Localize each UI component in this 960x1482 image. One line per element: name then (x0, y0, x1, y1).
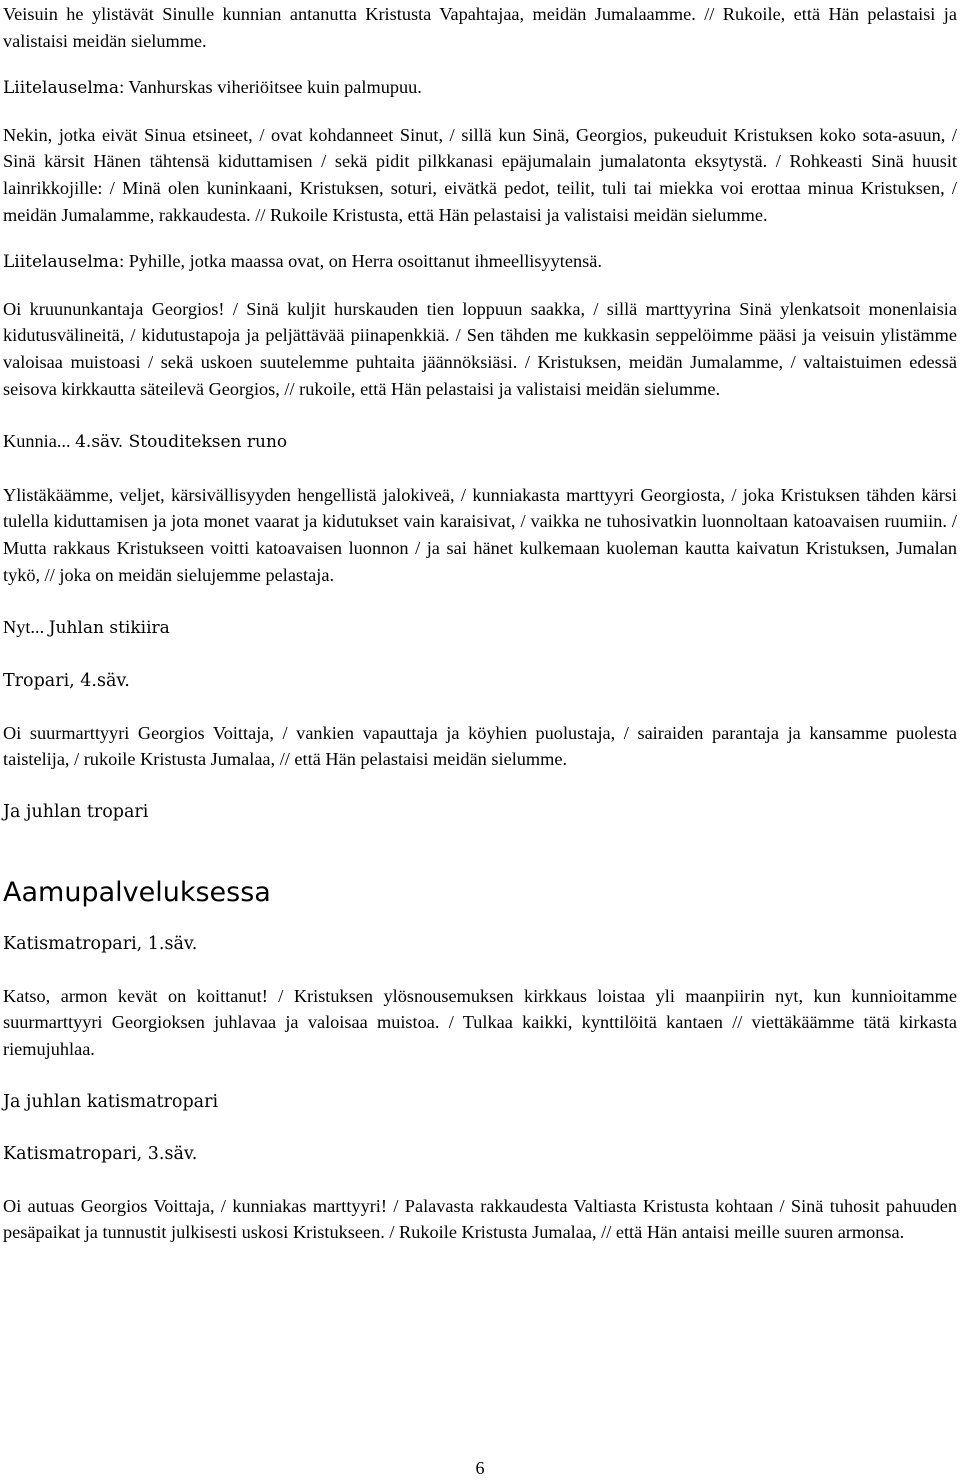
paragraph-6: Katso, armon kevät on koittanut! / Kristuksen ylösnousemuksen kirkkaus loistaa yli maanpiirin nyt, kun kunnioitamme suurmarttyyri Georgioksen juhlavaa ja valoisaa muistoa. / Tulkaa kaikki, kynttilöitä kantaen // viettäkäämme tätä kirkasta riemujuhlaa. (3, 985, 957, 1060)
kunnia-line (3, 428, 957, 456)
kunnia-title: Stouditeksen runo (128, 432, 288, 453)
heading-tropari: Tropari, 4.säv. (3, 670, 130, 691)
heading-katismatropari-1: Katismatropari, 1.säv. (3, 933, 198, 954)
heading-juhlan-katismatropari: Ja juhlan katismatropari (3, 1091, 219, 1112)
document-page (3, 0, 957, 1246)
nyt-title: Juhlan stikiira (48, 618, 170, 639)
heading-juhlan-tropari: Ja juhlan tropari (3, 801, 149, 822)
refrain-1 (3, 74, 957, 102)
paragraph-3: Oi kruununkantaja Georgios! / Sinä kuljit hurskauden tien loppuun saakka, / sillä marttyyrina Sinä ylenkatsoit monenlaisia kidutusvälineitä, / kidutustapoja ja peljättävää piinapenkkiä. / Sen tähden me kukkasin seppelöimme pääsi ja veisuin ylistämme valoisaa muistoasi / sekä uskoen suutelemme puhtaita jäännöksiäsi. / Kristuksen, meidän Jumalamme, / valtaistuimen edessä seisova kirkkautta säteilevä Georgios, // rukoile, että Hän pelastaisi ja valistaisi meidän sielumme. (3, 298, 957, 399)
refrain-label: Liitelauselma (3, 252, 120, 273)
paragraph-2: Nekin, jotka eivät Sinua etsineet, / ovat kohdanneet Sinut, / sillä kun Sinä, Georgios, pukeuduit Kristuksen koko sota-asuun, / Sinä kärsit Hänen tähtensä kiduttamisen / sekä pidit pilkkanasi epäjumalain jumalatonta eksytystä. / Rohkeasti Sinä huusit lainrikkojille: / Minä olen kuninkaani, Kristuksen, soturi, eivätkä pedot, teilit, tuli tai miekka voi erottaa minua Kristuksen, / meidän Jumalamme, rakkaudesta. // Rukoile Kristusta, että Hän pelastaisi ja valistaisi meidän sielumme. (3, 124, 957, 225)
refrain-2 (3, 248, 957, 276)
refrain-text: : Pyhille, jotka maassa ovat, on Herra osoittanut ihmeellisyytensä. (119, 251, 602, 272)
paragraph-7: Oi autuas Georgios Voittaja, / kunniakas marttyyri! / Palavasta rakkaudesta Valtiasta Kristusta kohtaan / Sinä tuhosit pahuuden pesäpaikat ja tunnustit julkisesti uskosi Kristukseen. / Rukoile Kristusta Jumalaa, // että Hän antaisi meille suuren armonsa. (3, 1195, 957, 1243)
kunnia-prefix: Kunnia... (3, 431, 76, 452)
refrain-text: : Vanhurskas viheriöitsee kuin palmupuu. (119, 77, 422, 98)
page-number: 6 (475, 1458, 485, 1478)
kunnia-tone: 4.säv. (75, 432, 129, 453)
section-title: Aamupalveluksessa (3, 876, 271, 908)
heading-katismatropari-3: Katismatropari, 3.säv. (3, 1143, 198, 1164)
paragraph-4: Ylistäkäämme, veljet, kärsivällisyyden hengellistä jalokiveä, / kunniakasta marttyyri Georgiosta, / joka Kristuksen tähden kärsi tulella kiduttamisen ja jota monet vaarat ja kidutukset vain karaisivat, / vaikka ne tuhosivatkin luonnoltaan katoavaisen ruumiin. / Mutta rakkaus Kristukseen voitti katoavaisen luonnon / ja sai hänet kulkemaan kuoleman kautta kaivatun Kristuksen, Jumalan tykö, // joka on meidän sielujemme pelastaja. (3, 484, 957, 585)
nyt-prefix: Nyt... (3, 617, 49, 638)
paragraph-5: Oi suurmarttyyri Georgios Voittaja, / vankien vapauttaja ja köyhien puolustaja, / sairaiden parantaja ja kansamme puolesta taistelija, / rukoile Kristusta Jumalaa, // että Hän pelastaisi meidän sielumme. (3, 722, 957, 770)
paragraph-1: Veisuin he ylistävät Sinulle kunnian antanutta Kristusta Vapahtajaa, meidän Jumalaamme. // Rukoile, että Hän pelastaisi ja valistaisi meidän sielumme. (3, 4, 957, 51)
nyt-line (3, 614, 957, 642)
refrain-label: Liitelauselma (3, 78, 120, 99)
